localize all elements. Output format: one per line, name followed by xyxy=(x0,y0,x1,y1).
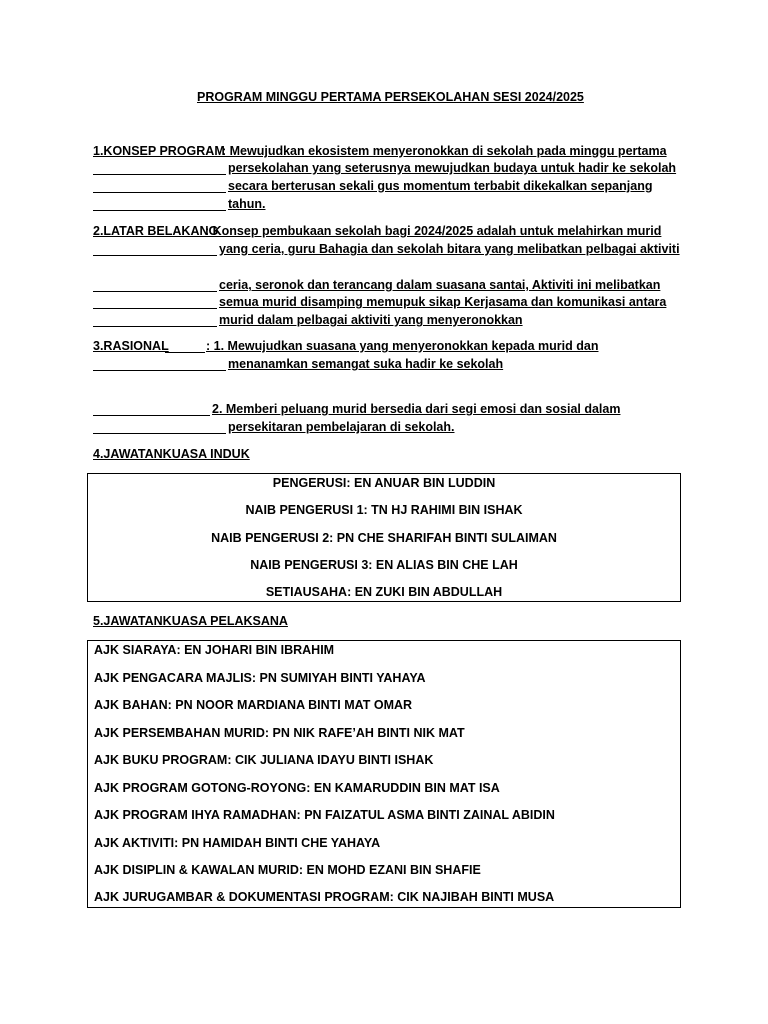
induk-row: NAIB PENGERUSI 3: EN ALIAS BIN CHE LAH xyxy=(250,558,518,572)
latar-line: : Konsep pembukaan sekolah bagi 2024/2025 adalah untuk melahirkan murid xyxy=(205,224,662,238)
latar-label: 2.LATAR BELAKANG xyxy=(93,224,219,238)
pelaksana-table xyxy=(87,640,681,908)
konsep-line: persekolahan yang seterusnya mewujudkan budaya untuk hadir ke sekolah xyxy=(228,161,677,175)
pelaksana-heading: 5.JAWATANKUASA PELAKSANA xyxy=(93,614,288,628)
pelaksana-row: AJK PROGRAM IHYA RAMADHAN: PN FAIZATUL ASMA BINTI ZAINAL ABIDIN xyxy=(94,808,555,822)
konsep-line: : Mewujudkan ekosistem menyeronokkan di sekolah pada minggu pertama xyxy=(222,144,667,158)
konsep-label: 1.KONSEP PROGRAM xyxy=(93,144,225,158)
rasional-label: 3.RASIONAL xyxy=(93,339,169,353)
latar-blank xyxy=(93,313,217,327)
pelaksana-row: AJK PENGACARA MAJLIS: PN SUMIYAH BINTI YAHAYA xyxy=(94,671,426,685)
latar-blank xyxy=(93,278,217,292)
konsep-blank xyxy=(93,179,226,193)
pelaksana-row: AJK JURUGAMBAR & DOKUMENTASI PROGRAM: CIK NAJIBAH BINTI MUSA xyxy=(94,890,555,904)
induk-table xyxy=(87,473,681,602)
konsep-line: secara berterusan sekali gus momentum terbabit dikekalkan sepanjang xyxy=(228,179,653,193)
induk-row: NAIB PENGERUSI 1: TN HJ RAHIMI BIN ISHAK xyxy=(245,503,523,517)
induk-row: PENGERUSI: EN ANUAR BIN LUDDIN xyxy=(272,476,496,490)
latar-line: semua murid disamping memupuk sikap Kerjasama dan komunikasi antara xyxy=(219,295,667,309)
page-title: PROGRAM MINGGU PERTAMA PERSEKOLAHAN SESI 2024/2025 xyxy=(197,90,584,104)
konsep-line: tahun. xyxy=(228,197,266,211)
induk-heading: 4.JAWATANKUASA INDUK xyxy=(93,447,250,461)
rasional-blank xyxy=(93,402,210,416)
pelaksana-row: AJK BAHAN: PN NOOR MARDIANA BINTI MAT OMAR xyxy=(94,698,413,712)
rasional-line: : 1. Mewujudkan suasana yang menyeronokkan kepada murid dan xyxy=(206,339,599,353)
latar-line: yang ceria, guru Bahagia dan sekolah bitara yang melibatkan pelbagai aktiviti xyxy=(219,242,680,256)
rasional-line: persekitaran pembelajaran di sekolah. xyxy=(228,420,455,434)
konsep-blank xyxy=(93,197,226,211)
rasional-blank xyxy=(93,357,226,371)
pelaksana-row: AJK SIARAYA: EN JOHARI BIN IBRAHIM xyxy=(94,643,335,657)
pelaksana-row: AJK DISIPLIN & KAWALAN MURID: EN MOHD EZANI BIN SHAFIE xyxy=(94,863,481,877)
pelaksana-row: AJK PERSEMBAHAN MURID: PN NIK RAFE’AH BINTI NIK MAT xyxy=(94,726,465,740)
rasional-line: 2. Memberi peluang murid bersedia dari segi emosi dan sosial dalam xyxy=(212,402,621,416)
rasional-line: menanamkan semangat suka hadir ke sekolah xyxy=(228,357,504,371)
konsep-blank xyxy=(93,161,226,175)
induk-row: SETIAUSAHA: EN ZUKI BIN ABDULLAH xyxy=(265,585,503,599)
induk-row: NAIB PENGERUSI 2: PN CHE SHARIFAH BINTI SULAIMAN xyxy=(211,531,557,545)
pelaksana-row: AJK PROGRAM GOTONG-ROYONG: EN KAMARUDDIN BIN MAT ISA xyxy=(94,781,500,795)
pelaksana-row: AJK BUKU PROGRAM: CIK JULIANA IDAYU BINTI ISHAK xyxy=(94,753,434,767)
pelaksana-row: AJK AKTIVITI: PN HAMIDAH BINTI CHE YAHAYA xyxy=(94,836,381,850)
rasional-blank xyxy=(165,339,205,353)
latar-blank xyxy=(93,242,217,256)
latar-line: ceria, seronok dan terancang dalam suasana santai, Aktiviti ini melibatkan xyxy=(219,278,661,292)
latar-line: murid dalam pelbagai aktiviti yang menyeronokkan xyxy=(219,313,523,327)
rasional-blank xyxy=(93,420,226,434)
latar-blank xyxy=(93,295,217,309)
